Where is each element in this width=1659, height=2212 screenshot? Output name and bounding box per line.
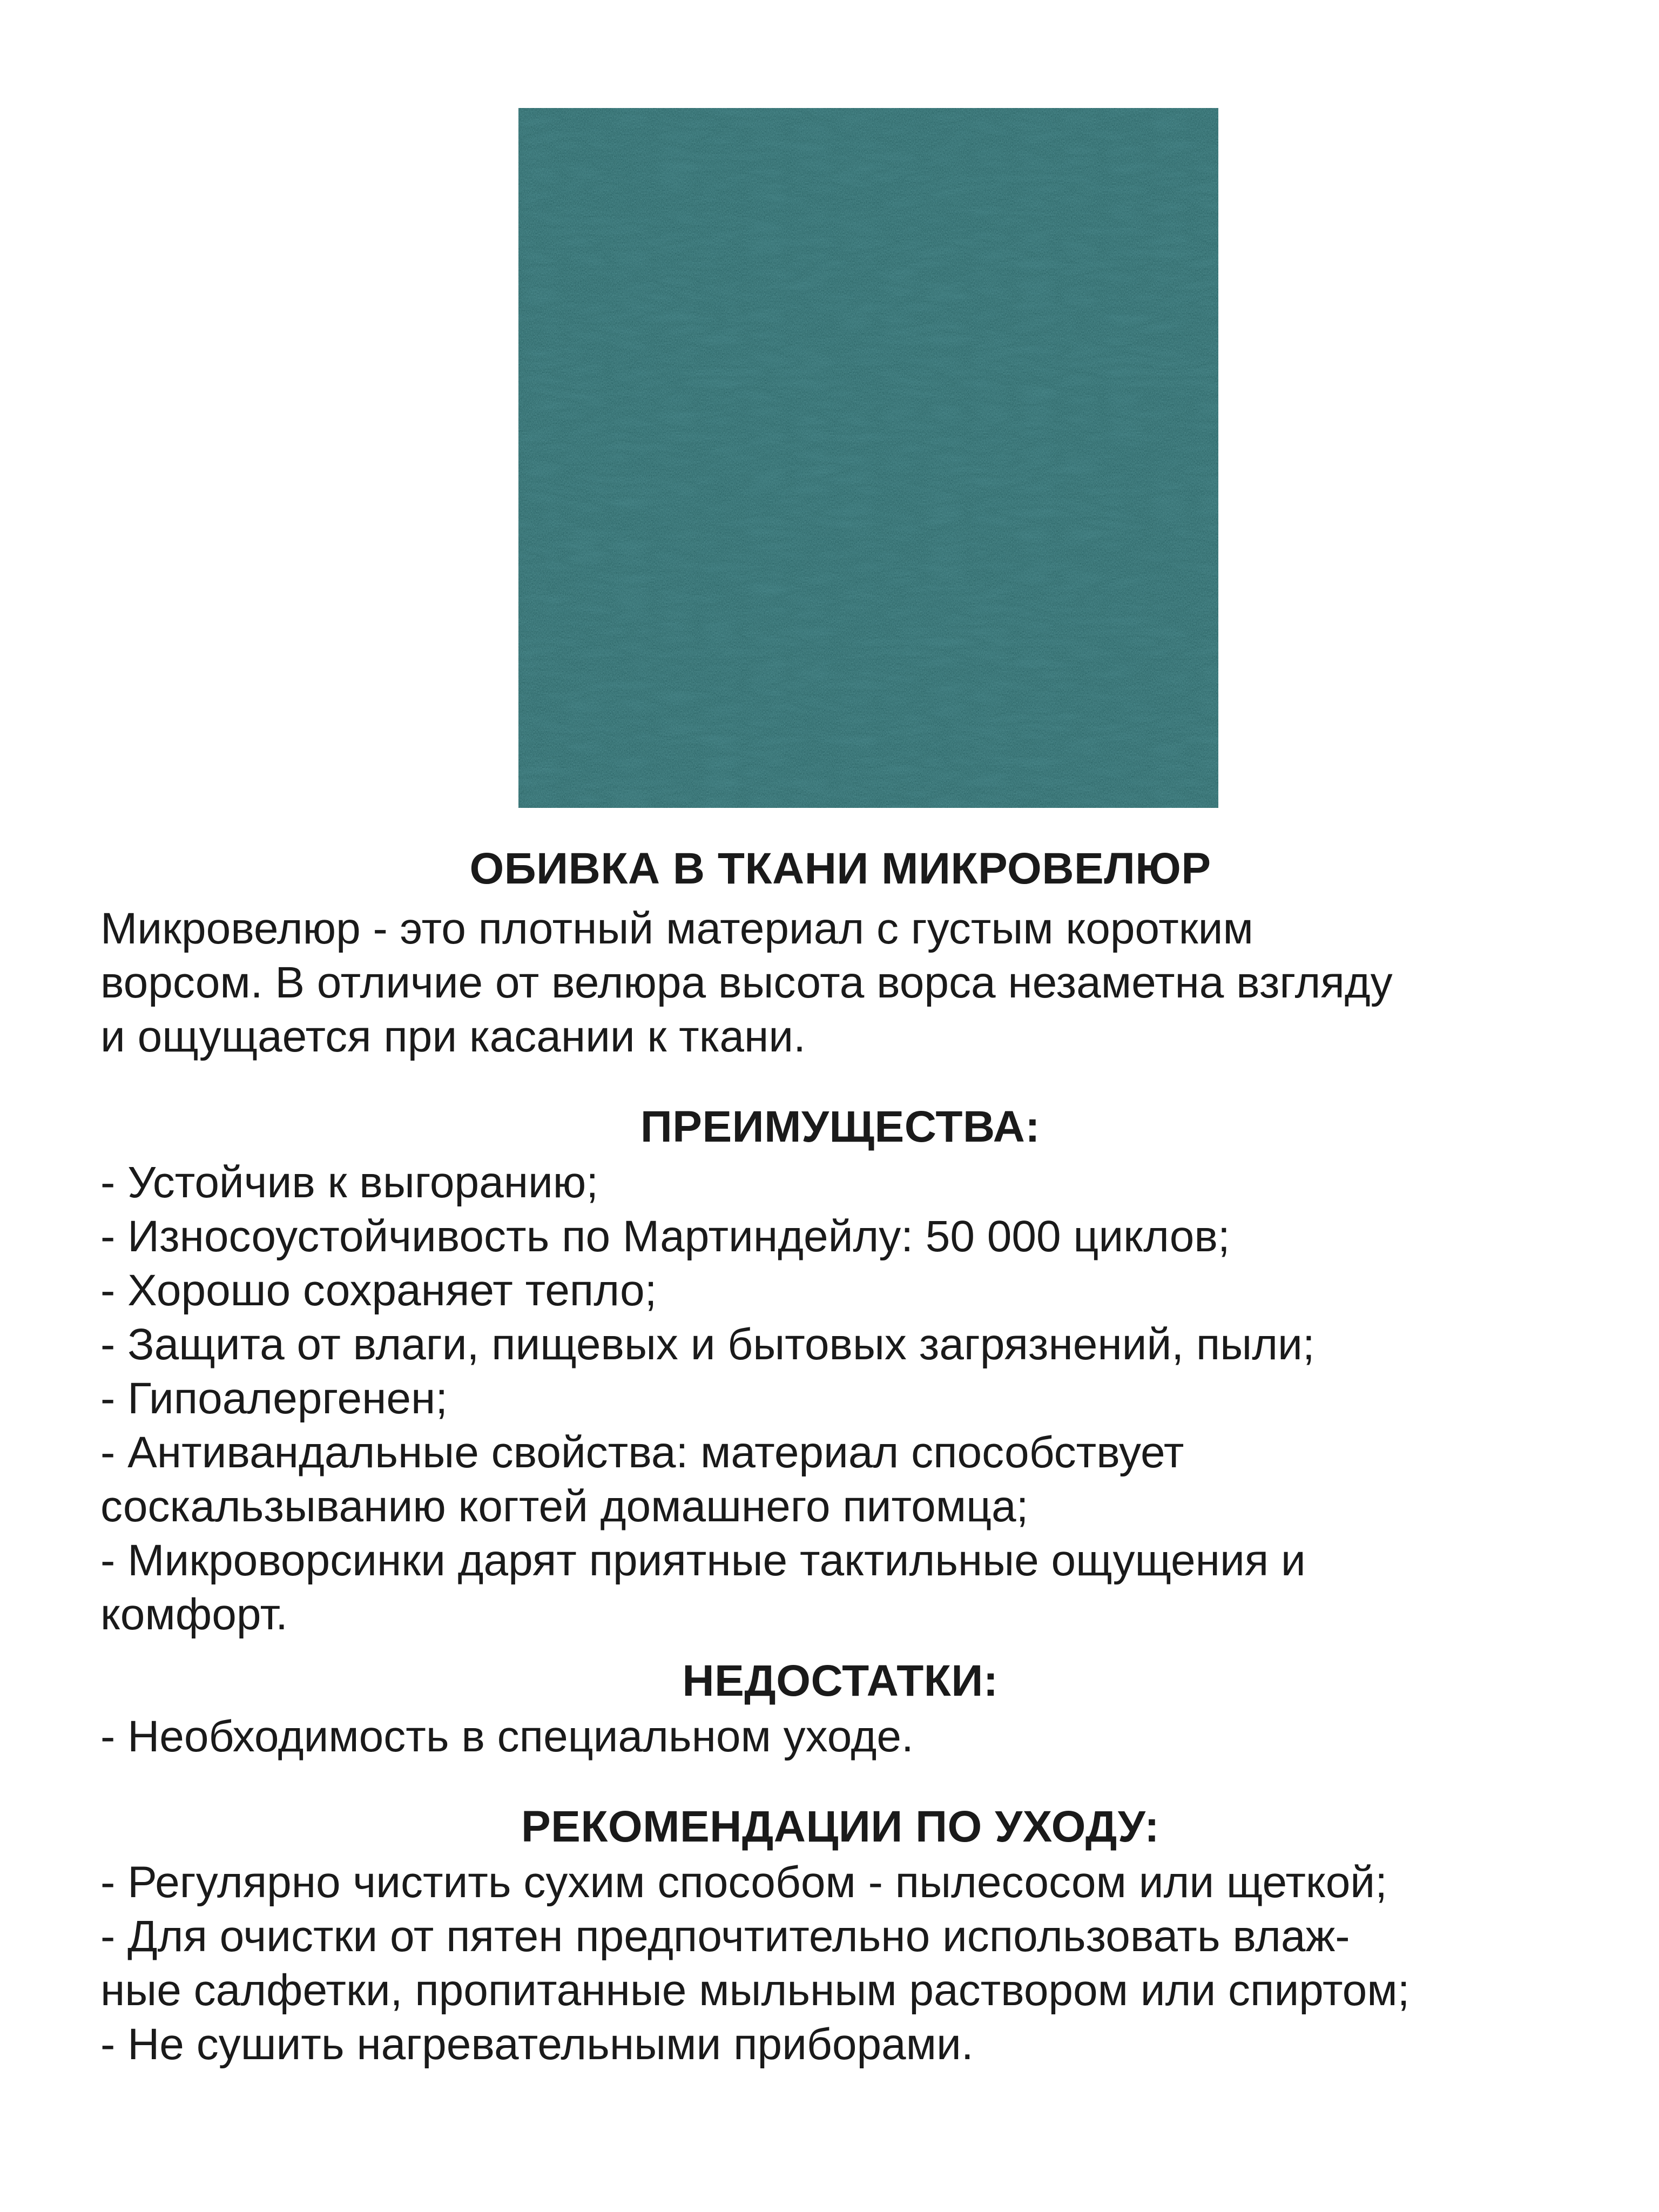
list-item: - Для очистки от пятен предпочтительно использовать влаж- ные салфетки, пропитанные мыльным раствором или спиртом;	[100, 1912, 1410, 2015]
description-block	[100, 840, 1580, 2072]
list-item: - Регулярно чистить сухим способом - пылесосом или щеткой;	[100, 1858, 1387, 1907]
list-item: - Устойчив к выгоранию;	[100, 1158, 599, 1207]
intro-paragraph: Микровелюр - это плотный материал с густым коротким ворсом. В отличие от велюра высота ворса незаметна взгляду и ощущается при касании к ткани.	[100, 904, 1393, 1061]
list-item: - Защита от влаги, пищевых и бытовых загрязнений, пыли;	[100, 1320, 1315, 1369]
list-item: - Микроворсинки дарят приятные тактильные ощущения и комфорт.	[100, 1536, 1306, 1639]
list-item: - Хорошо сохраняет тепло;	[100, 1266, 657, 1315]
disadvantages-heading: НЕДОСТАТКИ:	[682, 1656, 999, 1705]
fabric-texture	[518, 108, 1218, 808]
fabric-shading	[518, 108, 1218, 808]
list-item: - Износоустойчивость по Мартиндейлу: 50 000 циклов;	[100, 1212, 1230, 1261]
disadvantages-list	[100, 1710, 1580, 1764]
list-item: - Гипоалергенен;	[100, 1374, 448, 1423]
advantages-heading: ПРЕИМУЩЕСТВА:	[640, 1102, 1041, 1151]
fabric-swatch-image	[518, 108, 1218, 808]
list-item: - Необходимость в специальном уходе.	[100, 1712, 914, 1761]
care-heading: РЕКОМЕНДАЦИИ ПО УХОДУ:	[521, 1802, 1160, 1851]
advantages-list	[100, 1156, 1580, 1642]
list-item: - Не сушить нагревательными приборами.	[100, 2020, 974, 2069]
list-item: - Антивандальные свойства: материал способствует соскальзыванию когтей домашнего питомца;	[100, 1428, 1184, 1531]
care-list	[100, 1856, 1580, 2072]
page-title: ОБИВКА В ТКАНИ МИКРОВЕЛЮР	[469, 844, 1211, 893]
